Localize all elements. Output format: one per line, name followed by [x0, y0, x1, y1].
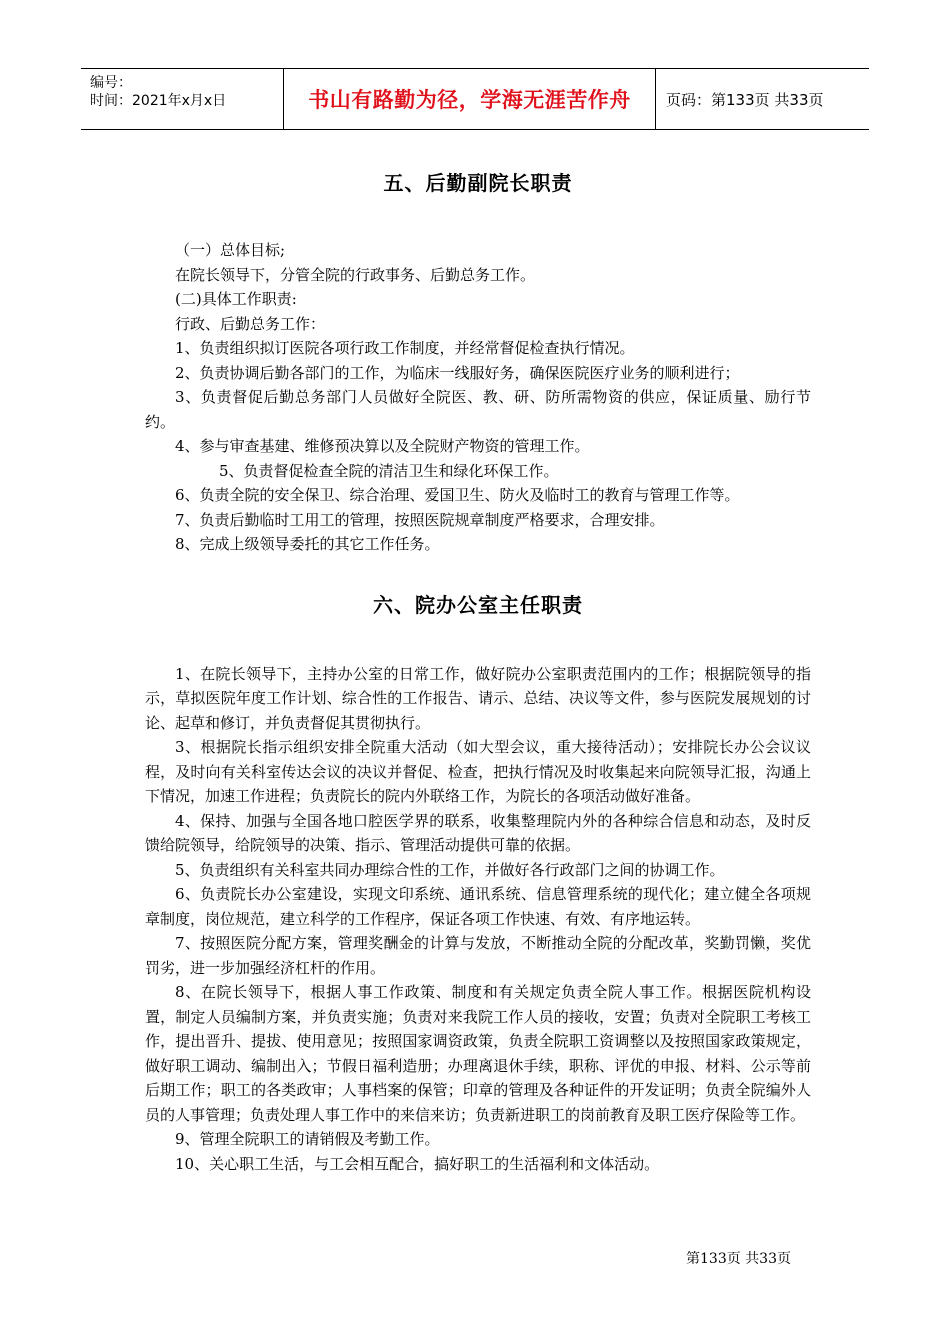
paragraph: 5、负责组织有关科室共同办理综合性的工作，并做好各行政部门之间的协调工作。: [175, 860, 725, 879]
paragraph: 9、管理全院职工的请销假及考勤工作。: [175, 1130, 440, 1148]
paragraph: 5、负责督促检查全院的清洁卫生和绿化环保工作。: [219, 461, 559, 480]
paragraph: 6、负责院长办公室建设，实现文印系统、通讯系统、信息管理系统的现代化；建立健全各项规章制度，岗位规范，建立科学的工作程序，保证各项工作快速、有效、有序地运转。: [145, 885, 811, 928]
header-motto: 书山有路勤为径，学海无涯苦作舟: [308, 88, 631, 112]
paragraph: 2、负责协调后勤各部门的工作，为临床一线服好务，确保医院医疗业务的顺利进行；: [175, 363, 740, 382]
header-time: 时间：2021年x月x日: [90, 93, 227, 109]
paragraph: 7、负责后勤临时工用工的管理，按照医院规章制度严格要求，合理安排。: [175, 510, 665, 529]
paragraph: 7、按照医院分配方案，管理奖酬金的计算与发放，不断推动全院的分配改革，奖勤罚懒，奖优罚劣，进一步加强经济杠杆的作用。: [145, 934, 811, 977]
paragraph: 6、负责全院的安全保卫、综合治理、爱国卫生、防火及临时工的教育与管理工作等。: [175, 486, 740, 504]
header-motto-cell: [284, 69, 656, 129]
section-title-office-director: 六、院办公室主任职责: [373, 592, 583, 617]
paragraph: (二)具体工作职责:: [175, 290, 297, 308]
page-header: [81, 68, 869, 130]
document-body: [145, 160, 811, 1176]
paragraph: 8、完成上级领导委托的其它工作任务。: [175, 535, 440, 553]
paragraph: 3、根据院长指示组织安排全院重大活动（如大型会议，重大接待活动）；安排院长办公会议议程，及时向有关科室传达会议的决议并督促、检查，把执行情况及时收集起来向院领导汇报，沟通上下情况，加速工作进程；负责院长的院内外联络工作，为院长的各项活动做好准备。: [145, 738, 811, 805]
header-meta: [81, 69, 284, 129]
header-page-number: 页码：第133页 共33页: [666, 90, 824, 109]
header-number: 编号：: [90, 75, 132, 91]
paragraph: 在院长领导下，分管全院的行政事务、后勤总务工作。: [175, 265, 536, 284]
page-footer: 第133页 共33页: [686, 1251, 791, 1267]
paragraph: 行政、后勤总务工作：: [175, 314, 326, 333]
paragraph: 4、保持、加强与全国各地口腔医学界的联系，收集整理院内外的各种综合信息和动态，及时反馈给院领导，给院领导的决策、指示、管理活动提供可靠的依据。: [145, 811, 811, 854]
paragraph: 8、在院长领导下，根据人事工作政策、制度和有关规定负责全院人事工作。根据医院机构设置，制定人员编制方案，并负责实施；负责对来我院工作人员的接收，安置；负责对全院职工考核工作，提出晋升、提拔、使用意见；按照国家调资政策，负责全院职工资调整以及按照国家政策规定，做好职工调动、编制出入；节假日福利造册；办理离退休手续，职称、评优的申报、材料、公示等前后期工作；职工的各类政审；人事档案的保管；印章的管理及各种证件的开发证明；负责全院编外人员的人事管理；负责处理人事工作中的来信来访；负责新进职工的岗前教育及职工医疗保险等工作。: [145, 983, 811, 1124]
paragraph: 10、关心职工生活，与工会相互配合，搞好职工的生活福利和文体活动。: [175, 1154, 660, 1173]
paragraph: 4、参与审查基建、维修预决算以及全院财产物资的管理工作。: [175, 437, 590, 455]
paragraph: 1、负责组织拟订医院各项行政工作制度，并经常督促检查执行情况。: [175, 339, 635, 357]
paragraph: 1、在院长领导下，主持办公室的日常工作，做好院办公室职责范围内的工作；根据院领导的指示，草拟医院年度工作计划、综合性的工作报告、请示、总结、决议等文件，参与医院发展规划的讨论、起草和修订，并负责督促其贯彻执行。: [145, 664, 811, 732]
section-title-vice-president-logistics: 五、后勤副院长职责: [383, 171, 573, 195]
paragraph: 3、负责督促后勤总务部门人员做好全院医、教、研、防所需物资的供应，保证质量、励行节约。: [145, 388, 811, 431]
paragraph: （一）总体目标;: [175, 241, 286, 259]
